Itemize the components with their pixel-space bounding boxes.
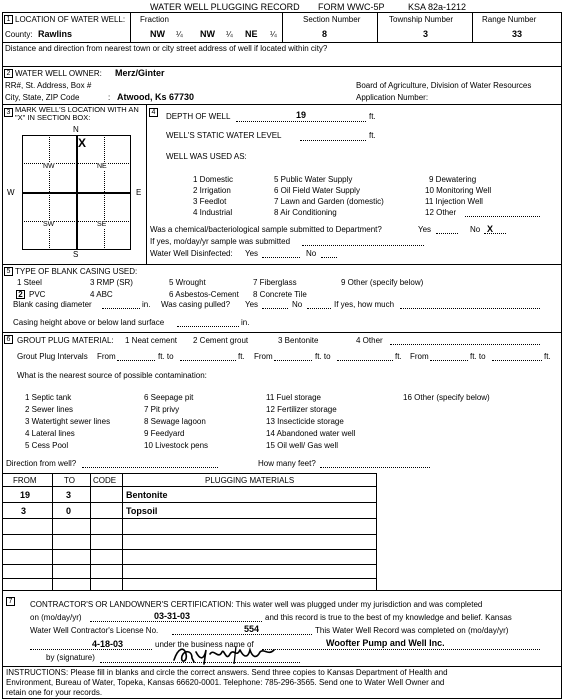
disinfected-label: Water Well Disinfected: [150, 249, 233, 258]
source-fuel-storage[interactable]: 11 Fuel storage [266, 393, 321, 402]
direction-label: Direction from well? [6, 459, 77, 468]
ne-quadrant: NE [97, 163, 107, 170]
section-number-label: Section Number [303, 15, 361, 24]
source-abandoned-well[interactable]: 14 Abandoned water well [266, 429, 356, 438]
table-row-from[interactable]: 3 [21, 506, 27, 516]
use-air-conditioning[interactable]: 8 Air Conditioning [274, 208, 337, 217]
range-number-label: Range Number [482, 15, 537, 24]
source-sewage-lagoon[interactable]: 8 Sewage lagoon [144, 417, 206, 426]
certification-line-1: CONTRACTOR'S OR LANDOWNER'S CERTIFICATION: This water well was plugged under my jurisdiction and was completed [30, 600, 483, 609]
source-lateral-lines[interactable]: 4 Lateral lines [25, 429, 75, 438]
casing-pulled-no[interactable]: No [292, 300, 303, 309]
col-to: TO [64, 476, 75, 485]
interval-ft-to: ft. to [158, 352, 174, 361]
casing-abc[interactable]: 4 ABC [90, 290, 113, 299]
form-title: WATER WELL PLUGGING RECORD [150, 2, 300, 12]
quarter-2[interactable]: NW [200, 29, 215, 39]
board-label: Board of Agriculture, Division of Water Resources [356, 81, 532, 90]
interval-ft: ft. [238, 352, 245, 361]
application-number-label: Application Number: [356, 93, 429, 102]
section-6-number: 6 [4, 335, 13, 344]
quarter-3[interactable]: NE [245, 29, 258, 39]
casing-height-label: Casing height above or below land surface [13, 318, 165, 327]
chem-answer-mark: X [487, 224, 494, 234]
colon: : [108, 93, 111, 102]
use-public-supply[interactable]: 5 Public Water Supply [274, 175, 353, 184]
north-label: N [73, 125, 79, 134]
true-record-label: and this record is true to the best of my knowledge and belief. Kansas [265, 613, 512, 622]
mark-location-label-2: "X" IN SECTION BOX: [15, 113, 91, 122]
source-sewer-lines[interactable]: 2 Sewer lines [25, 405, 74, 414]
ft-unit: ft. [369, 112, 376, 121]
city-state-zip-value[interactable]: Atwood, Ks 67730 [117, 92, 195, 102]
address-label: RR#, St. Address, Box # [5, 81, 92, 90]
interval-ft-to: ft. to [470, 352, 486, 361]
use-dewatering[interactable]: 9 Dewatering [429, 175, 477, 184]
table-row-material[interactable]: Topsoil [126, 506, 158, 516]
casing-steel[interactable]: 1 Steel [17, 278, 42, 287]
section-2-number: 2 [4, 69, 13, 78]
use-other[interactable]: 12 Other [425, 208, 457, 217]
contamination-question: What is the nearest source of possible contamination: [17, 371, 207, 380]
contractor-signature [170, 642, 280, 668]
depth-value[interactable]: 19 [296, 110, 307, 120]
chem-no[interactable]: No [470, 225, 481, 234]
use-domestic[interactable]: 1 Domestic [193, 175, 234, 184]
grout-other[interactable]: 4 Other [356, 336, 383, 345]
source-watertight-sewer[interactable]: 3 Watertight sewer lines [25, 417, 111, 426]
section-number-value[interactable]: 8 [322, 29, 328, 39]
quarter-symbol: ¼ [176, 30, 183, 39]
ksa-statute: KSA 82a-1212 [408, 2, 467, 12]
section-1-number: 1 [4, 15, 13, 24]
casing-pulled-label: Was casing pulled? [161, 300, 231, 309]
township-number-label: Township Number [389, 15, 454, 24]
use-monitoring[interactable]: 10 Monitoring Well [425, 186, 492, 195]
use-oil-field[interactable]: 6 Oil Field Water Supply [274, 186, 360, 195]
casing-type-label: TYPE OF BLANK CASING USED: [15, 267, 138, 276]
range-number-value[interactable]: 33 [512, 29, 523, 39]
casing-other[interactable]: 9 Other (specify below) [341, 278, 424, 287]
fraction-label: Fraction [140, 15, 169, 24]
table-row-from[interactable]: 19 [20, 490, 31, 500]
county-label: County: [5, 30, 33, 39]
casing-pulled-yes[interactable]: Yes [245, 300, 259, 309]
se-quadrant: SE [97, 221, 107, 228]
source-livestock-pens[interactable]: 10 Livestock pens [144, 441, 209, 450]
table-row-to[interactable]: 3 [66, 490, 72, 500]
use-irrigation[interactable]: 2 Irrigation [193, 186, 231, 195]
grout-bentonite[interactable]: 3 Bentonite [278, 336, 319, 345]
nw-quadrant: NW [43, 163, 55, 170]
county-value[interactable]: Rawlins [38, 29, 73, 39]
grout-neat-cement[interactable]: 1 Neat cement [125, 336, 178, 345]
interval-from: From [410, 352, 429, 361]
depth-label: DEPTH OF WELL [166, 112, 231, 121]
source-fertilizer-storage[interactable]: 12 Fertilizer storage [266, 405, 337, 414]
mark-location-label-1: MARK WELL'S LOCATION WITH AN [15, 105, 139, 114]
interval-from: From [254, 352, 273, 361]
signature-label: by (signature) [46, 653, 95, 662]
business-name[interactable]: Woofter Pump and Well Inc. [326, 638, 445, 648]
completion-date[interactable]: 03-31-03 [154, 611, 191, 621]
disinfected-no[interactable]: No [306, 249, 317, 258]
sample-date-label: If yes, mo/day/yr sample was submitted [150, 237, 291, 246]
source-other[interactable]: 16 Other (specify below) [403, 393, 490, 402]
in-unit: in. [241, 318, 250, 327]
grout-material-label: GROUT PLUG MATERIAL: [17, 336, 114, 345]
in-unit: in. [142, 300, 151, 309]
business-name-label: under the business name of [155, 640, 254, 649]
well-location-mark: X [78, 136, 87, 150]
casing-wrought[interactable]: 5 Wrought [169, 278, 206, 287]
col-plugging-materials: PLUGGING MATERIALS [205, 476, 295, 485]
grout-cement-grout[interactable]: 2 Cement grout [193, 336, 249, 345]
west-label: W [7, 188, 15, 197]
how-many-feet-label: How many feet? [258, 459, 316, 468]
ft-unit: ft. [369, 131, 376, 140]
quarter-1[interactable]: NW [150, 29, 165, 39]
casing-fiberglass[interactable]: 7 Fiberglass [253, 278, 297, 287]
source-seepage-pit[interactable]: 6 Seepage pit [144, 393, 194, 402]
casing-concrete-tile[interactable]: 8 Concrete Tile [253, 290, 307, 299]
south-label: S [73, 250, 79, 259]
instructions-line-2: Environment, Bureau of Water, Topeka, Kansas 66620-0001. Telephone: 785-296-3565. Send one to Water Well Owner and [6, 678, 445, 687]
distance-label: Distance and direction from nearest town or city street address of well if located within city? [5, 44, 328, 53]
well-used-label: WELL WAS USED AS: [166, 152, 247, 161]
source-insecticide-storage[interactable]: 13 Insecticide storage [266, 417, 344, 426]
static-level-label: WELL'S STATIC WATER LEVEL [166, 131, 282, 140]
instructions-line-3: retain one for your records. [6, 688, 103, 697]
casing-asbestos[interactable]: 6 Asbestos-Cement [169, 290, 239, 299]
interval-ft: ft. [395, 352, 402, 361]
owner-value[interactable]: Merz/Ginter [115, 68, 165, 78]
record-completed-label: This Water Well Record was completed on (mo/day/yr) [315, 626, 509, 635]
table-row-to[interactable]: 0 [66, 506, 72, 516]
section-5-number: 5 [4, 267, 13, 276]
how-much-label: If yes, how much [334, 300, 395, 309]
township-number-value[interactable]: 3 [423, 29, 429, 39]
col-from: FROM [13, 476, 37, 485]
location-label: LOCATION OF WATER WELL: [15, 15, 126, 24]
chem-sample-question: Was a chemical/bacteriological sample submitted to Department? [150, 225, 382, 234]
license-label: Water Well Contractor's License No. [30, 626, 159, 635]
sw-quadrant: SW [43, 221, 55, 228]
use-feedlot[interactable]: 3 Feedlot [193, 197, 227, 206]
section-3-number: 3 [4, 108, 13, 117]
instructions-line-1: INSTRUCTIONS: Please fill in blanks and circle the correct answers. Send three copies to Kansas Department of Health and [6, 668, 448, 677]
quarter-symbol: ¼ [270, 30, 277, 39]
source-pit-privy[interactable]: 7 Pit privy [144, 405, 180, 414]
city-state-zip-label: City, State, ZIP Code [5, 93, 80, 102]
license-number[interactable]: 554 [244, 624, 260, 634]
interval-from: From [97, 352, 116, 361]
source-septic-tank[interactable]: 1 Septic tank [25, 393, 72, 402]
casing-pvc-circled-number[interactable]: 2 [16, 290, 25, 299]
disinfected-yes[interactable]: Yes [245, 249, 259, 258]
section-4-number: 4 [149, 108, 158, 117]
quarter-symbol: ¼ [226, 30, 233, 39]
form-number: FORM WWC-5P [318, 2, 385, 12]
source-cess-pool[interactable]: 5 Cess Pool [25, 441, 69, 450]
source-feedyard[interactable]: 9 Feedyard [144, 429, 185, 438]
interval-ft: ft. [544, 352, 551, 361]
source-oil-gas-well[interactable]: 15 Oil well/ Gas well [266, 441, 339, 450]
chem-yes[interactable]: Yes [418, 225, 432, 234]
casing-pvc[interactable]: PVC [29, 290, 46, 299]
section-7-number: 7 [6, 597, 15, 606]
casing-diameter-label: Blank casing diameter [13, 300, 92, 309]
record-date[interactable]: 4-18-03 [92, 639, 124, 649]
on-date-label: on (mo/day/yr) [30, 613, 82, 622]
casing-rmp[interactable]: 3 RMP (SR) [90, 278, 133, 287]
owner-label: WATER WELL OWNER: [15, 69, 102, 78]
use-lawn-garden[interactable]: 7 Lawn and Garden (domestic) [274, 197, 384, 206]
use-industrial[interactable]: 4 Industrial [193, 208, 233, 217]
grout-intervals-label: Grout Plug Intervals [17, 352, 88, 361]
table-row-material[interactable]: Bentonite [126, 490, 168, 500]
use-injection[interactable]: 11 Injection Well [425, 197, 483, 206]
col-code: CODE [93, 476, 117, 485]
east-label: E [136, 188, 142, 197]
interval-ft-to: ft. to [315, 352, 331, 361]
